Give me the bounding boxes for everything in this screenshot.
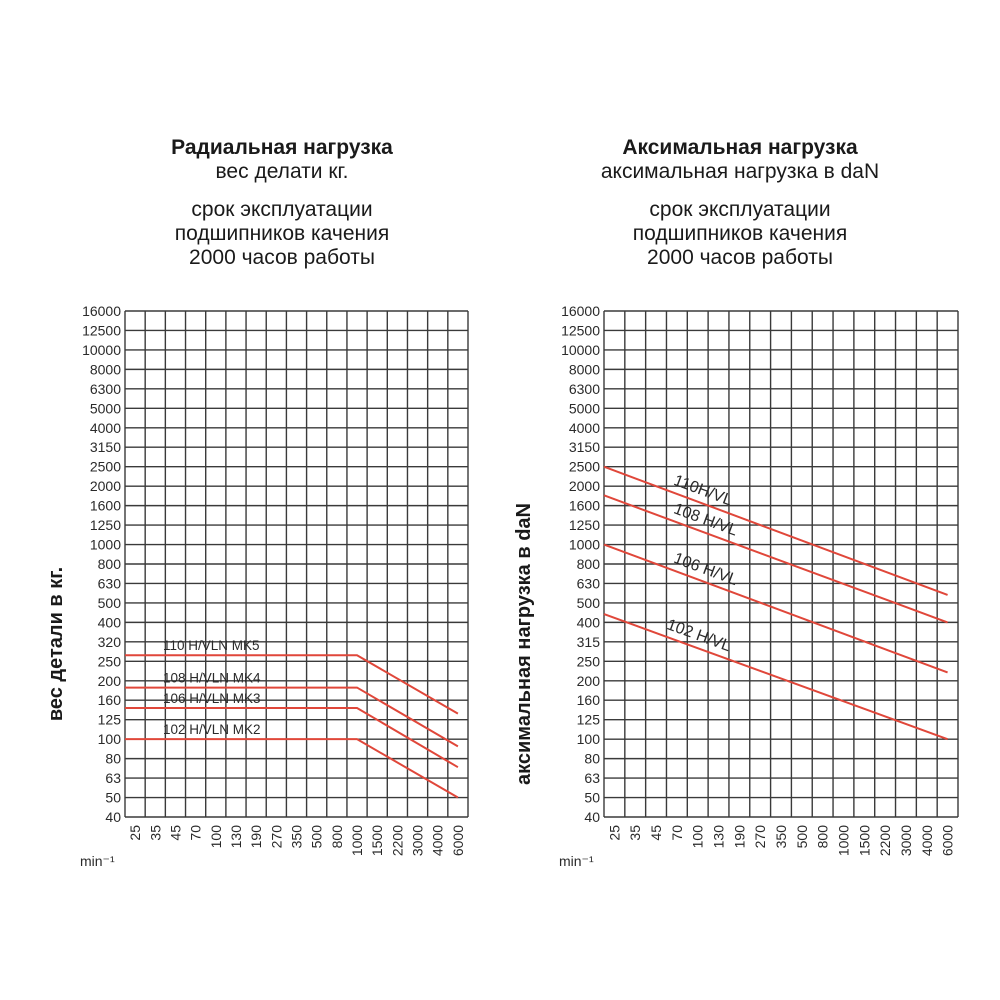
series-label: 108 H/VL [671, 500, 740, 540]
y-tick-label: 630 [576, 575, 600, 592]
series-label: 110 H/VLN MK5 [163, 638, 260, 654]
series-label: 102 H/VLN MK2 [163, 722, 261, 738]
y-tick-label: 40 [584, 809, 600, 825]
y-tick-label: 400 [97, 614, 121, 631]
y-tick-label: 160 [97, 692, 121, 709]
x-tick-label: 800 [328, 825, 345, 849]
y-tick-label: 80 [584, 750, 600, 767]
x-tick-label: 500 [308, 825, 325, 849]
x-tick-label: 45 [167, 825, 184, 841]
series-label: 108 H/VLN MK4 [163, 670, 261, 686]
y-tick-label: 4000 [89, 419, 121, 436]
x-tick-label: 270 [752, 825, 769, 849]
y-axis-label: аксимальная нагрузка в daN [513, 503, 535, 785]
y-tick-label: 200 [576, 672, 600, 689]
y-tick-label: 100 [97, 731, 121, 748]
x-tick-label: 35 [627, 825, 644, 841]
y-tick-label: 6300 [568, 380, 600, 397]
y-tick-label: 250 [97, 653, 121, 670]
y-tick-label: 500 [97, 594, 121, 611]
x-tick-label: 4000 [429, 825, 446, 857]
x-axis-unit-label: min⁻¹ [559, 853, 594, 869]
x-tick-label: 6000 [939, 825, 956, 857]
left-note-line-2: подшипников качения [174, 222, 390, 245]
y-tick-label: 125 [97, 711, 121, 728]
x-tick-label: 4000 [918, 825, 935, 857]
x-tick-label: 1500 [856, 825, 873, 857]
y-tick-label: 16000 [561, 303, 600, 319]
y-tick-label: 16000 [82, 303, 121, 319]
y-tick-label: 160 [576, 692, 600, 709]
y-tick-label: 6300 [89, 380, 121, 397]
left-chart-subtitle: вес делати кг. [215, 160, 349, 183]
x-axis-unit-label: min⁻¹ [80, 853, 115, 869]
y-tick-label: 800 [576, 556, 600, 572]
series-label: 102 H/VL [664, 616, 733, 656]
y-tick-label: 3150 [89, 439, 121, 456]
x-tick-label: 270 [268, 825, 285, 849]
y-tick-label: 2000 [568, 478, 600, 495]
y-tick-label: 12500 [82, 322, 121, 339]
x-tick-label: 350 [288, 825, 305, 849]
y-tick-label: 1250 [89, 517, 121, 534]
x-tick-label: 45 [648, 825, 665, 841]
x-tick-label: 500 [793, 825, 810, 849]
y-tick-label: 1000 [568, 536, 600, 553]
x-tick-label: 70 [187, 825, 204, 841]
x-tick-label: 800 [814, 825, 831, 849]
x-tick-label: 1000 [349, 825, 366, 857]
x-tick-label: 3000 [897, 825, 914, 857]
y-tick-label: 10000 [82, 341, 121, 358]
left-note-line-1: срок эксплуатации [191, 198, 373, 221]
y-tick-label: 630 [97, 575, 121, 592]
y-tick-label: 10000 [561, 341, 600, 358]
x-tick-label: 190 [248, 825, 265, 849]
x-tick-label: 70 [668, 825, 685, 841]
y-tick-label: 1000 [89, 536, 121, 553]
y-tick-label: 63 [584, 770, 600, 787]
x-tick-label: 25 [127, 825, 144, 841]
x-tick-label: 25 [606, 825, 623, 841]
axial-load-chart [513, 303, 958, 869]
y-tick-label: 5000 [568, 400, 600, 417]
y-tick-label: 315 [576, 633, 600, 650]
left-note-line-3: 2000 часов работы [189, 246, 375, 269]
radial-load-chart [45, 303, 468, 869]
y-tick-label: 40 [105, 809, 121, 825]
y-tick-label: 63 [105, 770, 121, 787]
x-tick-label: 100 [207, 825, 224, 849]
y-tick-label: 1600 [89, 497, 121, 514]
y-tick-label: 2500 [568, 458, 600, 475]
y-tick-label: 50 [584, 789, 600, 806]
y-tick-label: 4000 [568, 419, 600, 436]
chart-grid [125, 311, 468, 817]
right-chart-subtitle: аксимальная нагрузка в daN [600, 160, 880, 183]
x-tick-label: 130 [710, 825, 727, 849]
y-tick-label: 400 [576, 614, 600, 631]
x-tick-label: 6000 [449, 825, 466, 857]
y-tick-label: 320 [97, 633, 121, 650]
x-tick-label: 1500 [369, 825, 386, 857]
x-tick-label: 100 [689, 825, 706, 849]
y-axis-label: вес детали в кг. [45, 566, 67, 722]
y-tick-label: 500 [576, 594, 600, 611]
right-note-line-3: 2000 часов работы [647, 246, 833, 269]
x-tick-label: 190 [731, 825, 748, 849]
y-tick-label: 2500 [89, 458, 121, 475]
y-tick-label: 3150 [568, 439, 600, 456]
series-label: 106 H/VL [671, 549, 740, 590]
x-tick-label: 130 [227, 825, 244, 849]
left-chart-title: Радиальная нагрузка [171, 136, 393, 159]
y-tick-label: 200 [97, 672, 121, 689]
right-chart-title: Аксимальная нагрузка [622, 136, 858, 159]
x-tick-label: 3000 [409, 825, 426, 857]
y-tick-label: 800 [97, 556, 121, 572]
y-tick-label: 8000 [89, 361, 121, 378]
right-note-line-1: срок эксплуатации [649, 198, 831, 221]
y-tick-label: 100 [576, 731, 600, 748]
right-note-line-2: подшипников качения [632, 222, 848, 245]
x-tick-label: 350 [773, 825, 789, 849]
y-tick-label: 1600 [568, 497, 600, 514]
series-label: 110H/VL [671, 472, 735, 510]
x-tick-label: 1000 [835, 825, 852, 857]
y-tick-label: 250 [576, 653, 600, 670]
y-tick-label: 50 [105, 789, 121, 806]
y-tick-label: 12500 [561, 322, 600, 339]
x-tick-label: 2200 [389, 825, 406, 857]
y-tick-label: 8000 [568, 361, 600, 378]
series-label: 106 H/VLN MK3 [163, 690, 261, 706]
x-tick-label: 35 [147, 825, 164, 841]
y-tick-label: 125 [576, 711, 600, 728]
y-tick-label: 2000 [89, 478, 121, 495]
y-tick-label: 5000 [89, 400, 121, 417]
y-tick-label: 1250 [568, 517, 600, 534]
y-tick-label: 80 [105, 750, 121, 767]
x-tick-label: 2200 [877, 825, 894, 857]
